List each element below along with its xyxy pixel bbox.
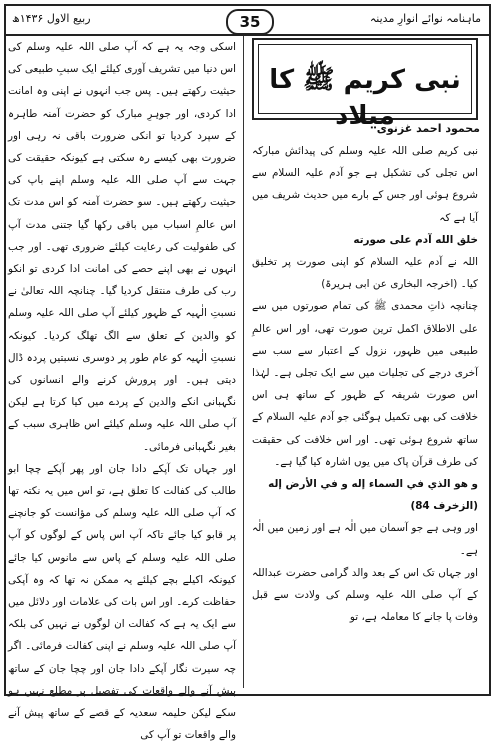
paragraph: اور جہاں تک آپکے دادا جان اور پھر آپکے چچا ابو طالب کی کفالت کا تعلق ہے، تو اس میں یہ نکتہ تھا کہ آپ صلی اللہ علیہ وسلم کی مؤانست کو جانچنے پر قابو کیا جائے تاکہ آپ اس پاس کے لوگوں کو آپ صلی اللہ علیہ وسلم کے پاس سے مانوس کیا جائے کیونکہ اکیلے بچے کیلئے یہ ممکن نہ تھا کہ وہ آپکی حفاظت کرے۔ اور اس بات کی علامات اور دلائل میں سے ایک یہ ہے کہ کفالت ان لوگوں نے نہیں کی بلکہ آپ صلی اللہ علیہ وسلم نے اپنی کفالت فرمائی۔ اگر چہ سیرت نگار آپکے دادا جان اور چچا جان کے ساتھ پیش آنے والے واقعات کی تفصیل پر مطلع نہیں ہو سکے لیکن حلیمہ سعدیہ کے قصے کے ساتھ پیش آنے والے واقعات تو آپ کی	[8, 462, 236, 742]
paragraph: اللہ نے آدم علیہ السلام کو اپنی صورت پر تخلیق کیا۔ (اخرجہ البخاری عن ابی ہریرۃ)	[252, 256, 478, 291]
arabic-hadith: خلق الله آدم على صورته	[353, 233, 478, 246]
verse-reference: (الزخرف 84)	[410, 500, 478, 513]
magazine-name: ماہنامہ نوائے انوارِ مدینہ	[369, 12, 481, 25]
issue-date: ربیع الاول ۱۴۳۶ھ	[12, 12, 91, 25]
paragraph: اور وہی ہے جو آسمان میں الٰہ ہے اور زمین میں الٰہ ہے۔	[252, 522, 478, 557]
article-title: نبی کریم ﷺ کا میلاد	[269, 65, 461, 131]
page-header	[6, 6, 489, 36]
column-divider	[243, 36, 244, 688]
page-number: 35	[226, 9, 274, 35]
paragraph: اور جہاں تک اس کے بعد والد گرامی حضرت عبداللہ کے آپ صلی اللہ علیہ وسلم کی ولادت سے قبل وفات پا جانے کا معاملہ ہے، تو	[252, 566, 478, 624]
right-column	[252, 140, 478, 690]
arabic-verse: و هو الذي في السماء إله و في الأرض إله	[268, 478, 478, 491]
left-column	[7, 36, 236, 742]
paragraph: چنانچہ ذاتِ محمدی ﷺ کی تمام صورتوں میں سے علی الاطلاق اکمل ترین صورت تھی، اور اس عالمِ طبیعی میں ظہور، نزول کے اعتبار سے سب سے آخری درجے کی تجلیات میں سے ایک تجلی ہے۔ لہٰذا اس صورت شریفہ کے ظہور کے ساتھ ہی اس خلافت کی بھی تکمیل ہوگئی جو آدم علیہ السلام کے ساتھ شروع ہوئی تھی۔ اور اس خلافت کی حقیقت کی طرف قرآن پاک میں یوں اشارہ کیا گیا ہے۔	[252, 300, 478, 468]
article-author: محمود احمد غزنوی	[376, 122, 480, 135]
paragraph: نبی کریم صلی اللہ علیہ وسلم کی پیدائش مبارکہ اس تجلی کی تشکیل ہے جو آدم علیہ السلام سے شروع ہوئی اور جس کے بارے میں حدیث شریف میں آیا ہے کہ	[252, 145, 478, 224]
paragraph: اسکی وجہ یہ ہے کہ آپ صلی اللہ علیہ وسلم کی اس دنیا میں تشریف آوری کیلئے ایک سببِ طبیعی کی حیثیت رکھتے ہیں۔ پس جب انہوں نے اپنی وہ امانت ادا کردی، اور جوہرِ مبارک کو حضرت آمنہ طاہرہ کے سپرد کردیا تو انکی ضرورت باقی نہ رہی اور ضرورت بھی کیسے رہ سکتی ہے کیونکہ حقیقت کی جہت سے آپ صلی اللہ علیہ وسلم اپنے باپ کی حیثیت رکھتے ہیں۔ سو حضرت آمنہ کو اس مدت تک اس عالمِ اسباب میں باقی رکھا گیا جتنی مدت آپ کی طفولیت کی رعایت کیلئے ضروری تھی۔ اور جب انہوں نے بھی اپنے حصے کی امانت ادا کردی تو انکو رب کی طرف منتقل کردیا گیا۔ چنانچہ اللہ تعالیٰ نے نسبتِ الٰہیہ کے ظہور کیلئے آپ صلی اللہ علیہ وسلم کو والدین کے تعلق سے الگ تھلگ کردیا۔ کیونکہ نسبتِ الٰہیہ کو عام طور پر دوسری نسبتیں پردہ ڈال دیتی ہیں۔ اور پرورش کرنے والے انسانوں کی نگہبانی انکے والدین کے پردے میں کیا کرتا ہے لیکن آپ صلی اللہ علیہ وسلم کیلئے اس ظاہری سبب کے بغیر نگہبانی فرمائی۔	[7, 41, 236, 453]
